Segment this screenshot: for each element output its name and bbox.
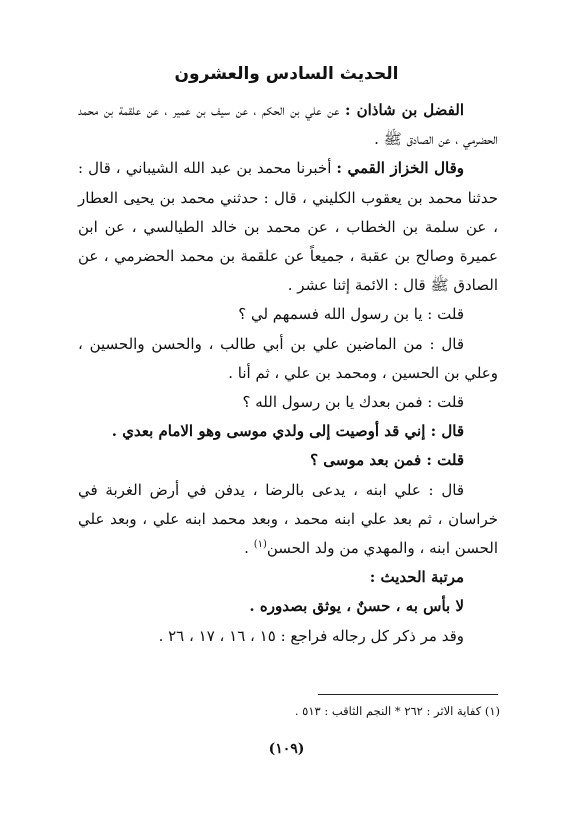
answer-3 xyxy=(78,476,498,564)
footnote: (١) كفاية الاثر : ٢٦٢ * النجم الثاقب : ٥١٣ . xyxy=(294,704,500,718)
refer-text: وقد مر ذكر كل رجاله فراجع : ١٥ ، ١٦ ، ١٧ ، ٢٦ . xyxy=(158,626,464,645)
rank-heading: مرتبة الحديث : xyxy=(369,568,464,587)
rank-text: لا بأس به ، حسنٌ ، يوثق بصدوره . xyxy=(249,597,464,616)
paragraph-text: أخبرنا محمد بن عبد الله الشيباني ، قال : حدثنا محمد بن يعقوب الكليني ، قال : حدثني محمد بن يحيى العطار ، عن سلمة بن الخطاب ، عن محمد بن خالد الطيالسي ، عن ابن عميرة وصالح بن عقبة ، جميعاً عن علقمة بن محمد الحضرمي ، عن الصادق ﷺ قال : الائمة إثنا عشر . xyxy=(78,159,498,295)
question-1: قلت : يا بن رسول الله فسمهم لي ؟ xyxy=(238,305,464,324)
paragraph-end: . xyxy=(244,539,254,558)
question-2: قلت : فمن بعدك يا بن رسول الله ؟ xyxy=(242,393,464,412)
paragraph-text: عن علي بن الحكم ، عن سيف بن عمير ، عن علقمة بن محمد الحضرمي ، عن الصادق ﷺ . xyxy=(78,101,498,149)
page-number: (١٠٩) xyxy=(268,741,305,757)
paragraph-chain-2 xyxy=(78,154,498,300)
hadith-title: الحديث السادس والعشرون xyxy=(174,64,399,84)
paragraph-chain-1 xyxy=(78,96,498,154)
footnote-divider xyxy=(318,694,498,695)
narrator-lead: وقال الخزاز القمي : xyxy=(336,159,464,178)
footnote-marker: (١) xyxy=(253,539,267,551)
body-text xyxy=(78,96,498,651)
narrator-lead: الفضل بن شاذان : xyxy=(345,101,464,119)
answer-2: قال : إني قد أوصيت إلى ولدي موسى وهو الامام بعدي . xyxy=(111,422,464,441)
question-3: قلت : فمن بعد موسى ؟ xyxy=(310,451,464,470)
paragraph-text: قال : علي ابنه ، يدعى بالرضا ، يدفن في أرض الغربة في خراسان ، ثم بعد علي ابنه محمد ، وبعد محمد ابنه علي ، وبعد علي الحسن ابنه ، والمهدي من ولد الحسن xyxy=(78,480,498,558)
answer-1: قال : من الماضين علي بن أبي طالب ، والحسن والحسين ، وعلي بن الحسين ، ومحمد بن علي ، ثم أنا . xyxy=(78,334,498,382)
